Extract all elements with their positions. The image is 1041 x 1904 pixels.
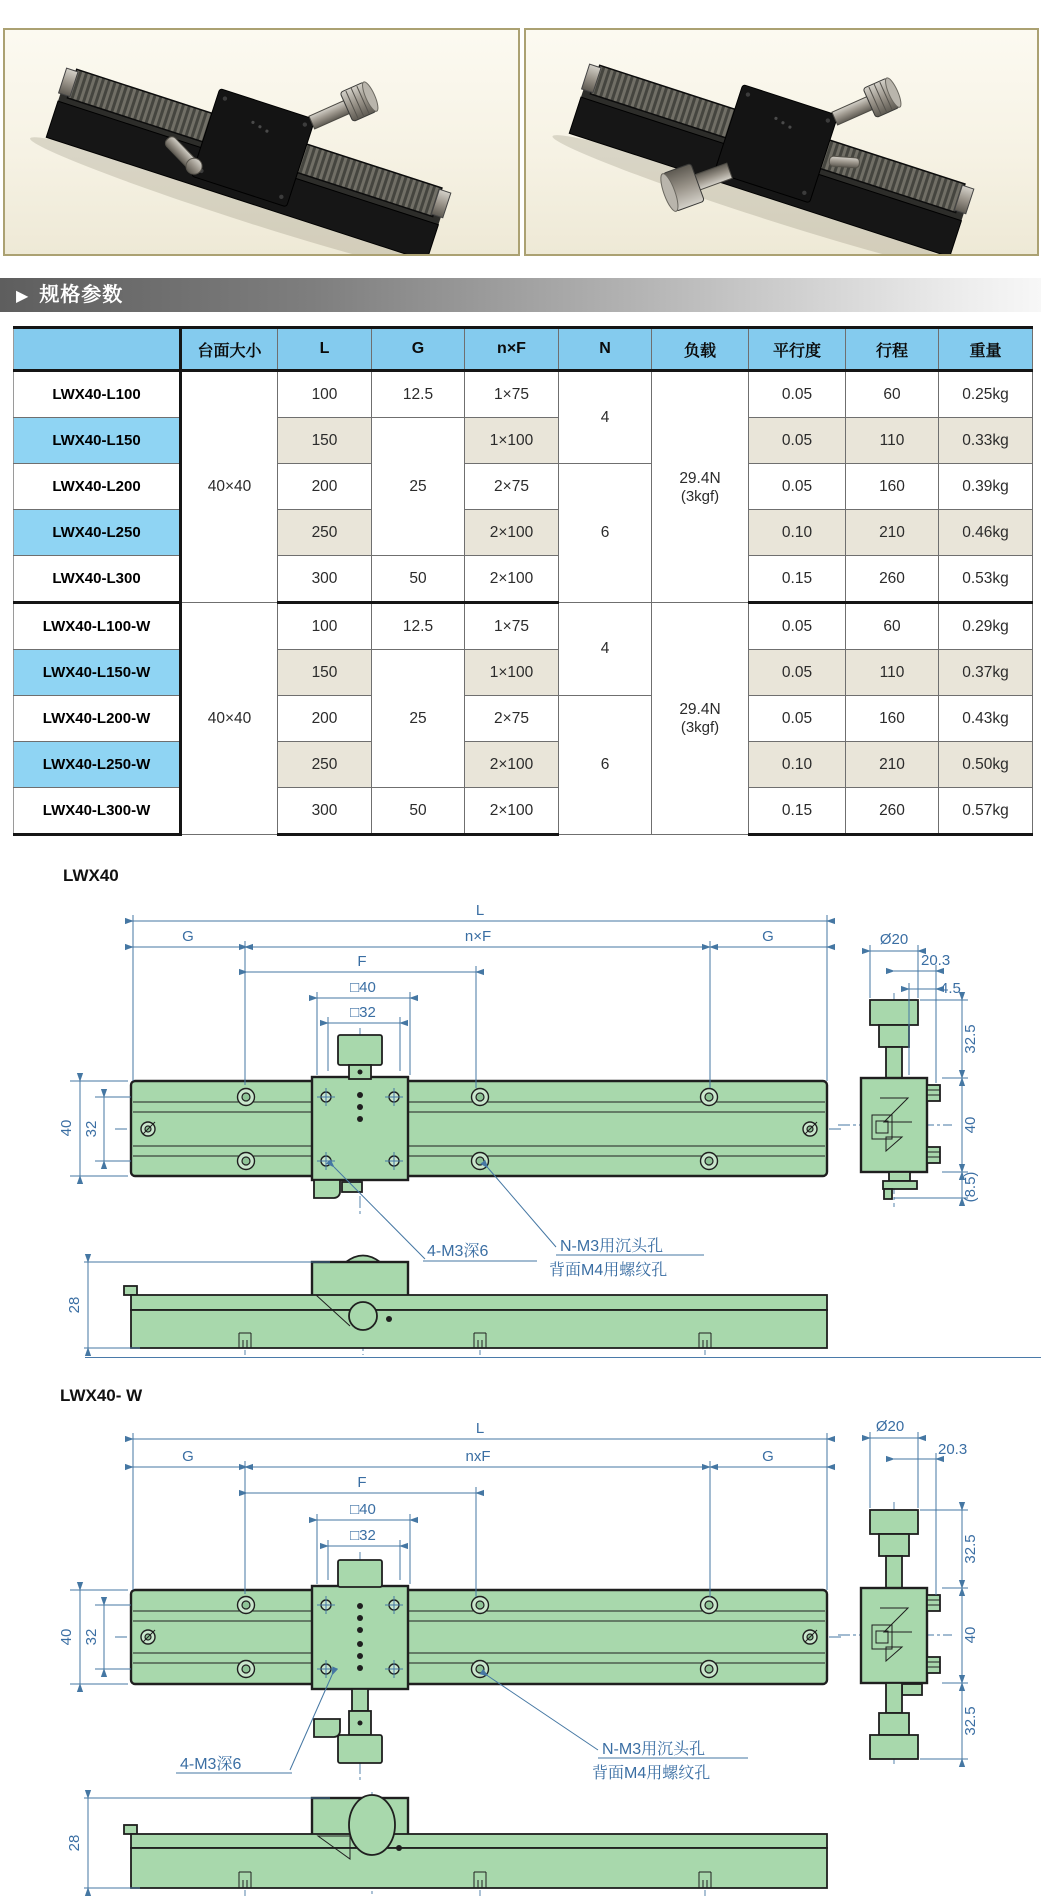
table-row — [14, 371, 1033, 418]
cell-L: 250 — [278, 510, 372, 556]
cell-weight: 0.43kg — [939, 696, 1033, 742]
dim-32: 32 — [83, 1628, 100, 1646]
dim-40: 40 — [58, 1119, 75, 1137]
cell-parallelism: 0.05 — [749, 650, 846, 696]
cell-weight: 0.25kg — [939, 371, 1033, 418]
drive-knob-top — [828, 76, 904, 133]
col-header-weight: 重量 — [939, 328, 1033, 371]
carriage-side-view — [861, 1078, 927, 1172]
cell-weight: 0.37kg — [939, 650, 1033, 696]
cell-parallelism: 0.10 — [749, 510, 846, 556]
dim-F: F — [357, 953, 367, 970]
table-row — [14, 464, 1033, 510]
cell-weight: 0.29kg — [939, 603, 1033, 650]
cell-travel: 60 — [846, 603, 939, 650]
cell-N: 4 — [559, 603, 652, 696]
dim-G-right: G — [762, 1448, 774, 1465]
table-row — [14, 650, 1033, 696]
section-header — [0, 278, 1041, 312]
cell-weight: 0.33kg — [939, 418, 1033, 464]
dim-nxF: n×F — [464, 928, 492, 945]
knob-side-view-bottom — [870, 1735, 918, 1759]
col-header-load: 负载 — [652, 328, 749, 371]
section-arrow-icon: ▶ — [16, 288, 30, 305]
front-view — [66, 1256, 827, 1349]
table-row — [14, 510, 1033, 556]
cell-model: LWX40-L200 — [14, 464, 181, 510]
knob-top-view-upper — [338, 1560, 382, 1587]
dim-nxF: nxF — [465, 1448, 491, 1465]
cell-parallelism: 0.05 — [749, 464, 846, 510]
cell-model: LWX40-L300-W — [14, 788, 181, 835]
cell-surface: 40×40 — [181, 371, 278, 603]
cell-travel: 160 — [846, 464, 939, 510]
top-view — [131, 1035, 827, 1198]
cell-parallelism: 0.15 — [749, 556, 846, 603]
stage-illustration-single-knob — [5, 30, 518, 254]
cell-nxF: 1×75 — [465, 603, 559, 650]
cell-parallelism: 0.15 — [749, 788, 846, 835]
cell-model: LWX40-L100-W — [14, 603, 181, 650]
carriage-side-view — [861, 1588, 927, 1683]
dim-L: L — [475, 902, 485, 919]
section-divider — [85, 1357, 1041, 1358]
cell-model: LWX40-L150 — [14, 418, 181, 464]
cell-travel: 260 — [846, 788, 939, 835]
table-row — [14, 418, 1033, 464]
cell-travel: 160 — [846, 696, 939, 742]
cell-G: 25 — [372, 418, 465, 556]
cell-L: 100 — [278, 371, 372, 418]
knob-top-view-lower — [338, 1735, 382, 1763]
cell-N: 4 — [559, 371, 652, 464]
cell-G: 50 — [372, 556, 465, 603]
dim-45: 4.5 — [940, 980, 961, 997]
cell-load — [652, 371, 749, 603]
drive-knob — [305, 80, 381, 137]
cell-weight: 0.39kg — [939, 464, 1033, 510]
dim-sq40: □40 — [350, 1501, 376, 1518]
clamp-top-view — [314, 1719, 340, 1737]
cell-model: LWX40-L250-W — [14, 742, 181, 788]
table-header-row — [14, 328, 1033, 371]
col-header-parallelism: 平行度 — [749, 328, 846, 371]
side-view — [861, 931, 979, 1202]
cell-weight: 0.50kg — [939, 742, 1033, 788]
cell-N: 6 — [559, 696, 652, 835]
col-header-travel: 行程 — [846, 328, 939, 371]
cell-L: 200 — [278, 696, 372, 742]
dim-L: L — [475, 1420, 485, 1437]
knob-top-view — [338, 1035, 382, 1065]
dim-dia20: Ø20 — [879, 931, 909, 948]
cell-L: 200 — [278, 464, 372, 510]
cell-nxF: 1×75 — [465, 371, 559, 418]
load-value: 29.4N — [679, 701, 721, 718]
cell-travel: 60 — [846, 371, 939, 418]
col-header-model — [14, 328, 181, 371]
col-header-surface: 台面大小 — [181, 328, 278, 371]
dim-G-left: G — [182, 1448, 194, 1465]
cell-model: LWX40-L100 — [14, 371, 181, 418]
load-kgf: (3kgf) — [680, 487, 720, 505]
dim-40-side: 40 — [962, 1116, 979, 1134]
dim-325-bottom: 32.5 — [962, 1706, 979, 1736]
cell-nxF: 2×100 — [465, 742, 559, 788]
table-row — [14, 742, 1033, 788]
cell-nxF: 2×75 — [465, 696, 559, 742]
dim-G-left: G — [182, 928, 194, 945]
callout-corner-holes: 4-M3深6 — [427, 1243, 489, 1260]
load-value: 29.4N — [679, 469, 721, 487]
cell-L: 300 — [278, 788, 372, 835]
cell-L: 300 — [278, 556, 372, 603]
cell-nxF: 1×100 — [465, 650, 559, 696]
cell-travel: 210 — [846, 510, 939, 556]
cell-L: 100 — [278, 603, 372, 650]
drawing-title-lwx40: LWX40 — [63, 866, 119, 885]
dim-sq32: □32 — [350, 1004, 376, 1021]
callout-corner-holes: 4-M3深6 — [180, 1756, 242, 1773]
top-view — [131, 1560, 827, 1763]
cell-weight: 0.57kg — [939, 788, 1033, 835]
col-header-L: L — [278, 328, 372, 371]
cell-model: LWX40-L200-W — [14, 696, 181, 742]
stage-illustration-double-knob — [526, 30, 1037, 254]
cell-model: LWX40-L250 — [14, 510, 181, 556]
cell-weight: 0.53kg — [939, 556, 1033, 603]
cell-model: LWX40-L300 — [14, 556, 181, 603]
dim-32: 32 — [83, 1120, 100, 1138]
cell-parallelism: 0.05 — [749, 603, 846, 650]
drawing-title-lwx40-w: LWX40- W — [60, 1386, 143, 1405]
clamp-top-view — [314, 1180, 340, 1198]
cell-surface: 40×40 — [181, 603, 278, 835]
dim-28: 28 — [66, 1296, 83, 1314]
spec-table — [13, 326, 1033, 836]
dim-40: 40 — [58, 1628, 75, 1646]
callout-counterbore-line2: 背面M4用螺纹孔 — [592, 1765, 711, 1782]
dim-325: 32.5 — [962, 1024, 979, 1054]
cell-G: 50 — [372, 788, 465, 835]
knob-side-view — [870, 1000, 918, 1025]
table-row — [14, 696, 1033, 742]
dim-G-right: G — [762, 928, 774, 945]
cell-G: 12.5 — [372, 603, 465, 650]
cell-travel: 110 — [846, 650, 939, 696]
technical-drawing-lwx40-w — [0, 1412, 1041, 1904]
callout-counterbore-line2: 背面M4用螺纹孔 — [549, 1262, 668, 1279]
callouts — [176, 1675, 748, 1782]
callout-counterbore-line1: N-M3用沉头孔 — [602, 1741, 706, 1758]
cell-parallelism: 0.05 — [749, 418, 846, 464]
product-photo-lwx40 — [3, 28, 520, 256]
cell-nxF: 2×100 — [465, 510, 559, 556]
dim-203: 20.3 — [921, 952, 951, 969]
cell-travel: 260 — [846, 556, 939, 603]
table-row — [14, 556, 1033, 603]
dim-sq40: □40 — [350, 979, 376, 996]
knob-side-view-top — [870, 1510, 918, 1534]
cell-L: 250 — [278, 742, 372, 788]
dim-203: 20.3 — [938, 1441, 968, 1458]
front-view — [66, 1795, 827, 1888]
dim-sq32: □32 — [350, 1527, 376, 1544]
cell-L: 150 — [278, 650, 372, 696]
cell-nxF: 1×100 — [465, 418, 559, 464]
cell-G: 25 — [372, 650, 465, 788]
cell-model: LWX40-L150-W — [14, 650, 181, 696]
dim-325-top: 32.5 — [962, 1534, 979, 1564]
cell-load — [652, 603, 749, 835]
cell-parallelism: 0.05 — [749, 696, 846, 742]
cell-travel: 210 — [846, 742, 939, 788]
dim-28: 28 — [66, 1834, 83, 1852]
technical-drawing-lwx40 — [0, 885, 1041, 1357]
product-photo-lwx40-w — [524, 28, 1039, 256]
dim-dia20: Ø20 — [875, 1418, 905, 1435]
clamp-lever — [829, 156, 860, 168]
cell-nxF: 2×100 — [465, 788, 559, 835]
table-row — [14, 788, 1033, 835]
cell-nxF: 2×100 — [465, 556, 559, 603]
col-header-G: G — [372, 328, 465, 371]
dim-F: F — [357, 1474, 367, 1491]
cell-nxF: 2×75 — [465, 464, 559, 510]
cell-parallelism: 0.05 — [749, 371, 846, 418]
cell-G: 12.5 — [372, 371, 465, 418]
cell-travel: 110 — [846, 418, 939, 464]
section-title: 规格参数 — [39, 284, 124, 306]
cell-parallelism: 0.10 — [749, 742, 846, 788]
knob-front-view — [349, 1795, 395, 1855]
dim-85: (8.5) — [962, 1171, 979, 1203]
cell-L: 150 — [278, 418, 372, 464]
col-header-N: N — [559, 328, 652, 371]
cell-N: 6 — [559, 464, 652, 603]
cell-weight: 0.46kg — [939, 510, 1033, 556]
callout-counterbore-line1: N-M3用沉头孔 — [560, 1238, 664, 1255]
load-kgf: (3kgf) — [680, 719, 720, 736]
table-row — [14, 603, 1033, 650]
dim-40-side: 40 — [962, 1626, 979, 1644]
col-header-nxF: n×F — [465, 328, 559, 371]
side-view — [861, 1418, 979, 1759]
